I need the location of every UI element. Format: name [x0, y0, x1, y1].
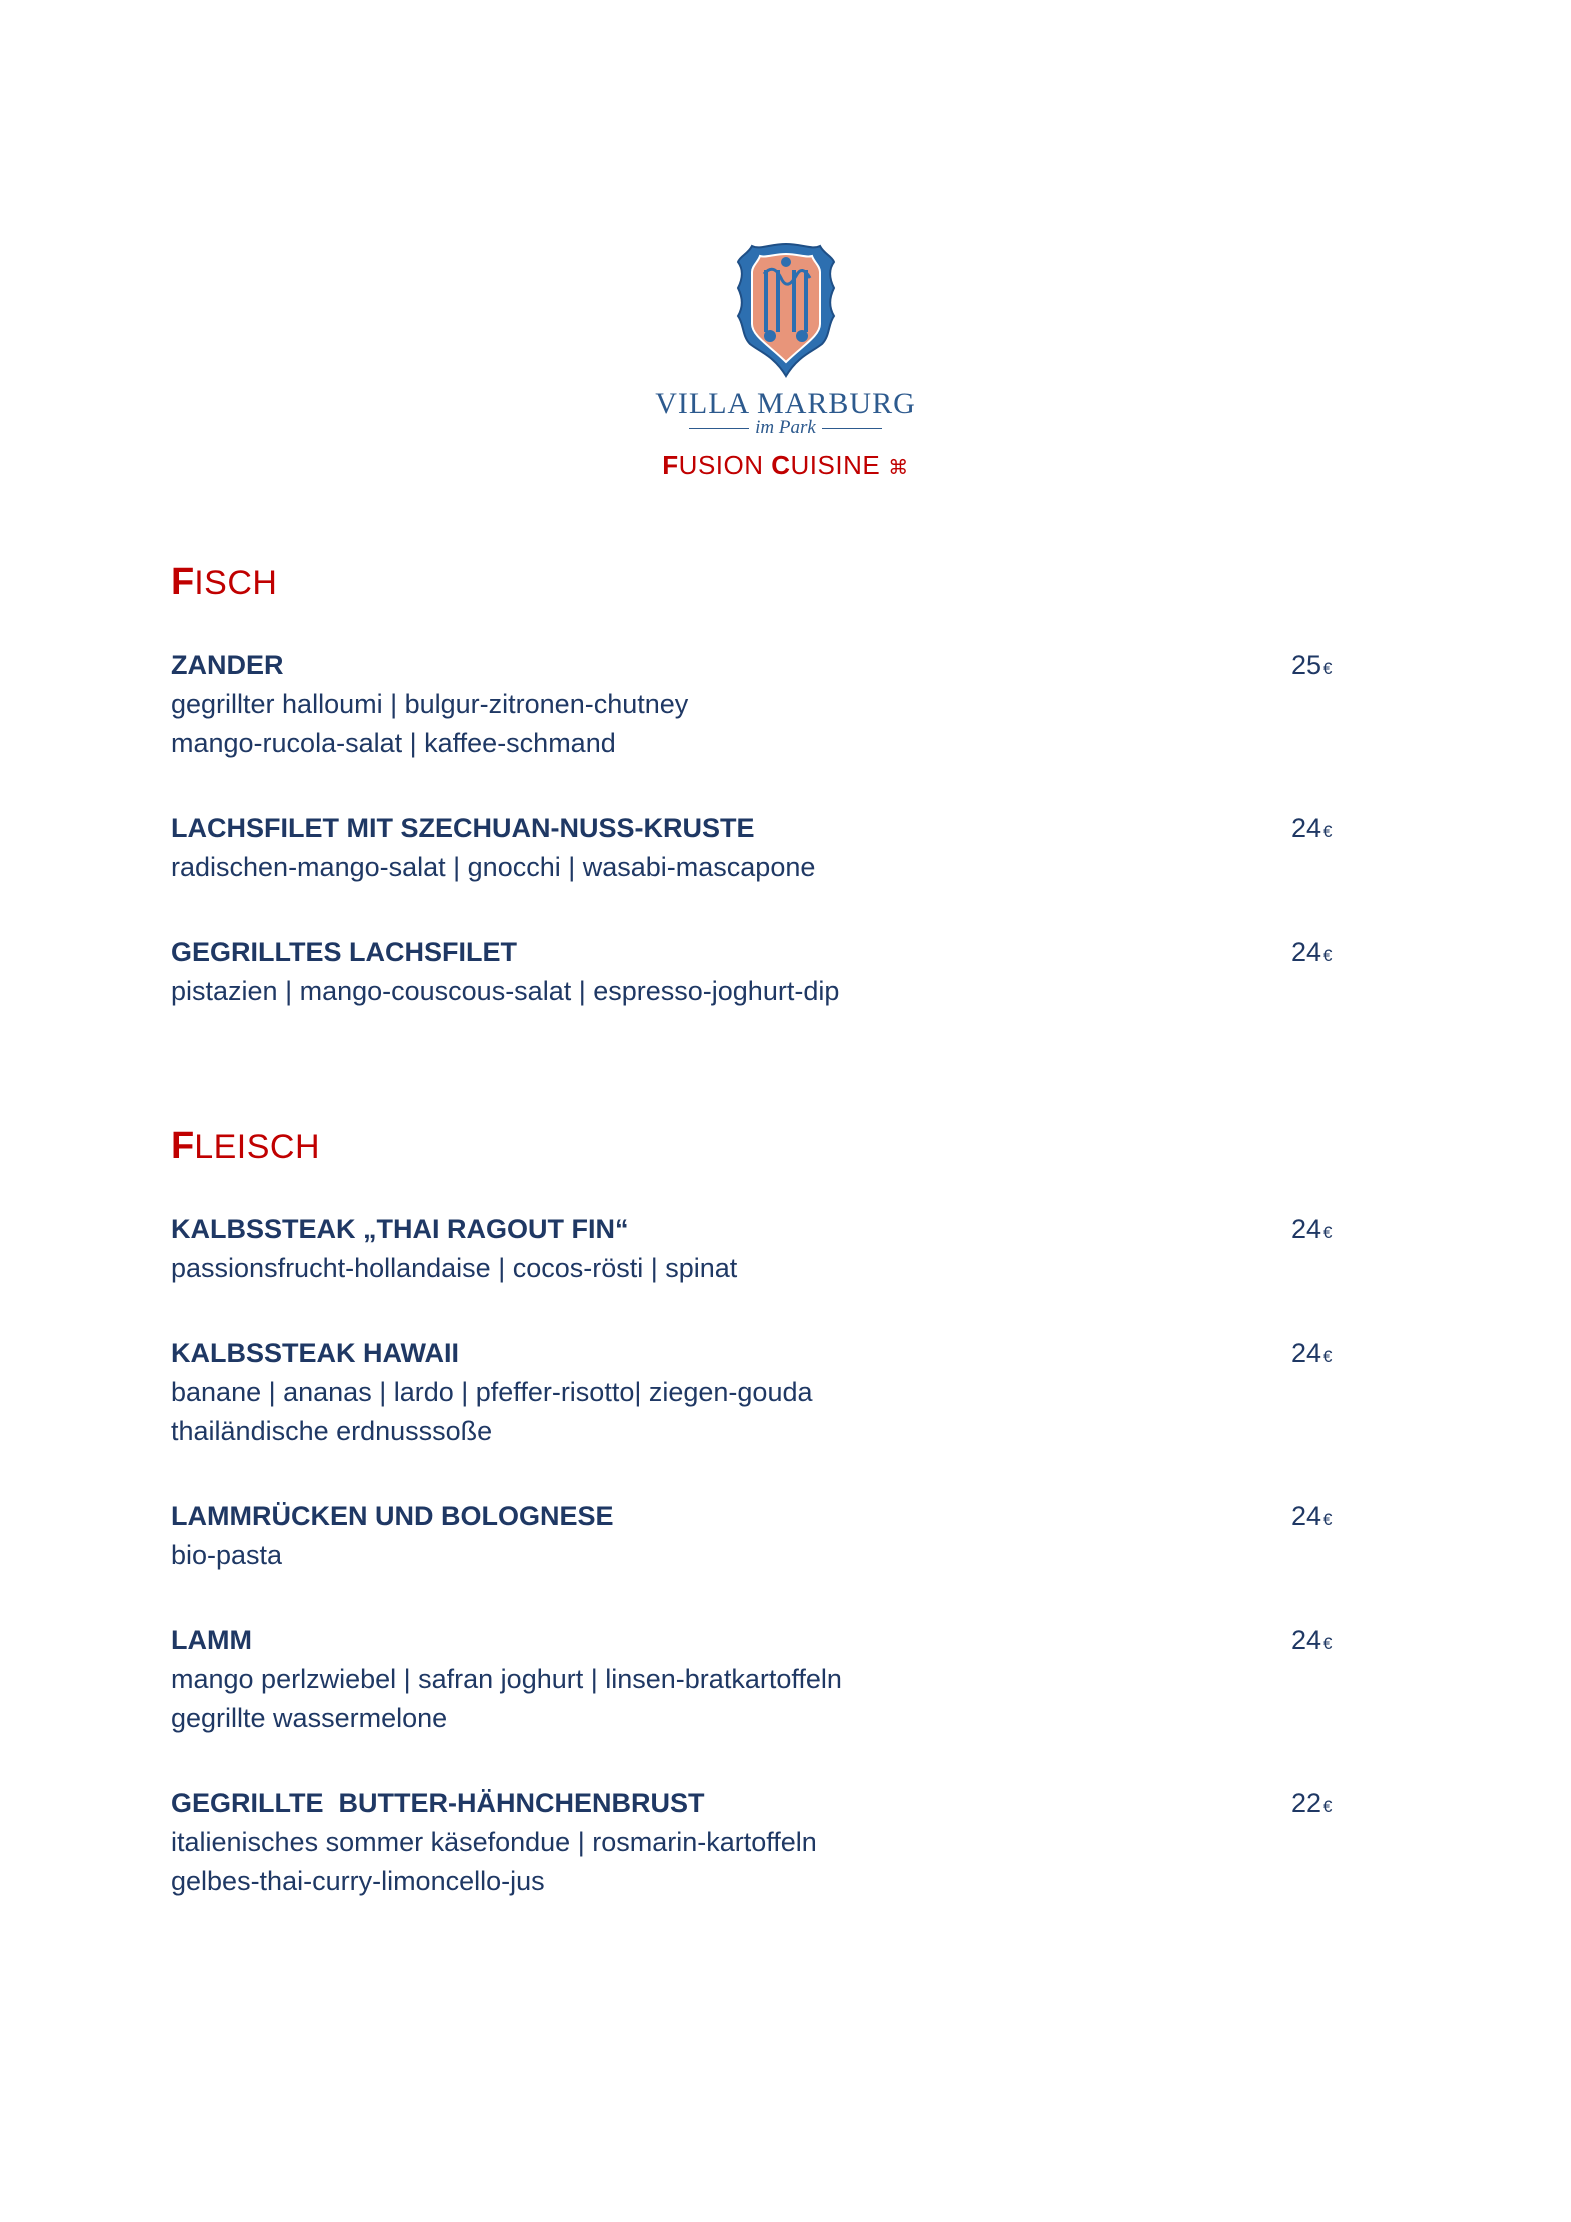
menu-item	[171, 1621, 1351, 1738]
menu-item	[171, 1210, 1351, 1288]
menu-header	[0, 240, 1571, 481]
menu-item	[171, 933, 1351, 1011]
menu-item	[171, 1334, 1351, 1451]
item-description: banane | ananas | lardo | pfeffer-risotto| ziegen-gouda	[171, 1377, 813, 1407]
menu-item	[171, 646, 1351, 763]
item-description: mango perlzwiebel | safran joghurt | linsen-bratkartoffeln	[171, 1664, 842, 1694]
section-fisch	[171, 560, 1351, 1011]
item-description: passionsfrucht-hollandaise | cocos-rösti | spinat	[171, 1253, 738, 1283]
item-price: 25 €	[1291, 650, 1333, 680]
item-description: thailändische erdnusssoße	[171, 1416, 493, 1446]
tagline: FUSION CUISINE ⌘	[662, 450, 909, 480]
item-price: 24 €	[1291, 813, 1333, 843]
item-description: pistazien | mango-couscous-salat | espresso-joghurt-dip	[171, 976, 840, 1006]
item-description: gegrillte wassermelone	[171, 1703, 448, 1733]
item-price: 22 €	[1291, 1788, 1333, 1818]
section-fleisch	[171, 1124, 1351, 1901]
item-name: LACHSFILET MIT SZECHUAN-NUSS-KRUSTE	[171, 813, 755, 843]
menu-item	[171, 809, 1351, 887]
item-description: gelbes-thai-curry-limoncello-jus	[171, 1866, 545, 1896]
item-name: KALBSSTEAK HAWAII	[171, 1338, 460, 1368]
menu-item	[171, 1784, 1351, 1901]
item-name: LAMMRÜCKEN UND BOLOGNESE	[171, 1501, 614, 1531]
item-name: GEGRILLTES LACHSFILET	[171, 937, 517, 967]
item-price: 24 €	[1291, 1338, 1333, 1368]
command-symbol-icon: ⌘	[888, 457, 909, 479]
item-name: ZANDER	[171, 650, 284, 680]
section-title: FISCH	[171, 561, 278, 603]
item-name: LAMM	[171, 1625, 252, 1655]
item-description: radischen-mango-salat | gnocchi | wasabi-mascapone	[171, 852, 816, 882]
item-price: 24 €	[1291, 1214, 1333, 1244]
brand-name: VILLA MARBURG	[655, 387, 916, 420]
brand-subtitle: im Park	[0, 418, 1571, 438]
villa-marburg-crest-logo	[730, 240, 842, 380]
item-name: GEGRILLTE BUTTER-HÄHNCHENBRUST	[171, 1788, 705, 1818]
item-price: 24 €	[1291, 1501, 1333, 1531]
item-name: KALBSSTEAK „THAI RAGOUT FIN“	[171, 1214, 629, 1244]
item-price: 24 €	[1291, 1625, 1333, 1655]
item-description: mango-rucola-salat | kaffee-schmand	[171, 728, 616, 758]
item-description: bio-pasta	[171, 1540, 283, 1570]
item-price: 24 €	[1291, 937, 1333, 967]
section-title: FLEISCH	[171, 1125, 321, 1167]
item-description: gegrillter halloumi | bulgur-zitronen-chutney	[171, 689, 689, 719]
menu-item	[171, 1497, 1351, 1575]
item-description: italienisches sommer käsefondue | rosmarin-kartoffeln	[171, 1827, 817, 1857]
